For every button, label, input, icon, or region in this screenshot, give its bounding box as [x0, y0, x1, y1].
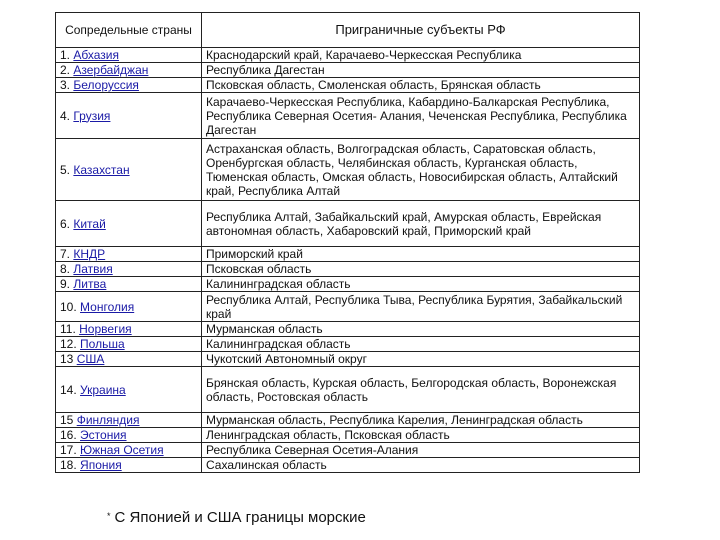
country-cell [56, 443, 202, 458]
country-link[interactable]: Эстония [80, 428, 127, 442]
country-cell [56, 413, 202, 428]
country-cell [56, 337, 202, 352]
country-link[interactable]: Япония [80, 458, 122, 472]
row-number: 16. [60, 428, 77, 442]
row-number: 3. [60, 78, 71, 92]
table-row [56, 322, 640, 337]
table-header-row [56, 13, 640, 48]
subjects-cell: Республика Алтай, Республика Тыва, Республика Бурятия, Забайкальский край [202, 292, 640, 322]
table-body [56, 48, 640, 473]
country-link[interactable]: США [76, 352, 105, 366]
row-number: 2. [60, 63, 71, 77]
subjects-cell: Краснодарский край, Карачаево-Черкесская Республика [202, 48, 640, 63]
country-cell [56, 201, 202, 247]
row-number: 10. [60, 299, 77, 314]
country-link[interactable]: Казахстан [73, 162, 130, 177]
subjects-cell: Мурманская область [202, 322, 640, 337]
footnote-mark: * [107, 511, 111, 521]
subjects-cell: Республика Алтай, Забайкальский край, Амурская область, Еврейская автономная область, Хабаровский край, Приморский край [202, 201, 640, 247]
country-cell [56, 139, 202, 201]
row-number: 8. [60, 262, 71, 276]
row-number: 9. [60, 277, 71, 291]
table-row [56, 443, 640, 458]
country-link[interactable]: Литва [73, 277, 107, 291]
subjects-cell: Мурманская область, Республика Карелия, Ленинградская область [202, 413, 640, 428]
subjects-cell: Астраханская область, Волгоградская область, Саратовская область, Оренбургская область, Челябинская область, Курганская область, Тюменская область, Омская область, Новосибирская область, Алтайский край, Республика Алтай [202, 139, 640, 201]
subjects-cell: Ленинградская область, Псковская область [202, 428, 640, 443]
subjects-cell: Калининградская область [202, 277, 640, 292]
table-row [56, 262, 640, 277]
row-number: 7. [60, 247, 71, 261]
country-link[interactable]: Норвегия [79, 322, 132, 336]
country-cell [56, 322, 202, 337]
subjects-cell: Псковская область, Смоленская область, Брянская область [202, 78, 640, 93]
footnote [107, 508, 366, 528]
row-number: 4. [60, 108, 71, 123]
table-row [56, 247, 640, 262]
country-cell [56, 63, 202, 78]
country-link[interactable]: Польша [80, 337, 125, 351]
row-number: 5. [60, 162, 71, 177]
country-cell [56, 48, 202, 63]
country-link[interactable]: Грузия [73, 108, 111, 123]
border-countries-table [55, 12, 640, 473]
country-link[interactable]: Китай [73, 216, 106, 231]
row-number: 15 [60, 413, 74, 427]
country-cell [56, 247, 202, 262]
table-row [56, 139, 640, 201]
subjects-cell: Приморский край [202, 247, 640, 262]
row-number: 18. [60, 458, 77, 472]
country-link[interactable]: Абхазия [73, 48, 119, 62]
table-row [56, 367, 640, 413]
subjects-cell: Брянская область, Курская область, Белгородская область, Воронежская область, Ростовская область [202, 367, 640, 413]
table-row [56, 337, 640, 352]
table-row [56, 63, 640, 78]
country-link[interactable]: Белоруссия [73, 78, 139, 92]
row-number: 6. [60, 216, 71, 231]
country-link[interactable]: Южная Осетия [80, 443, 164, 457]
subjects-cell: Карачаево-Черкесская Республика, Кабардино-Балкарская Республика, Республика Северная Осетия- Алания, Чеченская Республика, Республика Дагестан [202, 93, 640, 139]
row-number: 17. [60, 443, 77, 457]
row-number: 13 [60, 352, 74, 366]
footnote-text: С Японией и США границы морские [114, 509, 366, 526]
country-link[interactable]: Азербайджан [73, 63, 149, 77]
table-row [56, 201, 640, 247]
country-cell [56, 367, 202, 413]
header-subjects: Приграничные субъекты РФ [202, 13, 640, 48]
row-number: 12. [60, 337, 77, 351]
table-row [56, 413, 640, 428]
country-cell [56, 277, 202, 292]
country-cell [56, 292, 202, 322]
subjects-cell: Псковская область [202, 262, 640, 277]
subjects-cell: Сахалинская область [202, 458, 640, 473]
table-row [56, 458, 640, 473]
row-number: 11. [60, 322, 76, 336]
table-row [56, 277, 640, 292]
country-link[interactable]: Латвия [73, 262, 113, 276]
header-countries: Сопредельные страны [56, 13, 202, 48]
country-link[interactable]: Финляндия [76, 413, 140, 427]
table-row [56, 292, 640, 322]
table-row [56, 352, 640, 367]
country-cell [56, 458, 202, 473]
row-number: 1. [60, 48, 71, 62]
subjects-cell: Республика Дагестан [202, 63, 640, 78]
country-cell [56, 352, 202, 367]
country-link[interactable]: Украина [80, 382, 126, 397]
country-cell [56, 78, 202, 93]
country-cell [56, 428, 202, 443]
row-number: 14. [60, 382, 77, 397]
table-row [56, 93, 640, 139]
subjects-cell: Чукотский Автономный округ [202, 352, 640, 367]
subjects-cell: Республика Северная Осетия-Алания [202, 443, 640, 458]
country-link[interactable]: КНДР [73, 247, 106, 261]
country-link[interactable]: Монголия [80, 299, 135, 314]
country-cell [56, 262, 202, 277]
table-row [56, 78, 640, 93]
country-cell [56, 93, 202, 139]
table-row [56, 428, 640, 443]
border-countries-table-container [55, 12, 639, 473]
subjects-cell: Калининградская область [202, 337, 640, 352]
table-row [56, 48, 640, 63]
